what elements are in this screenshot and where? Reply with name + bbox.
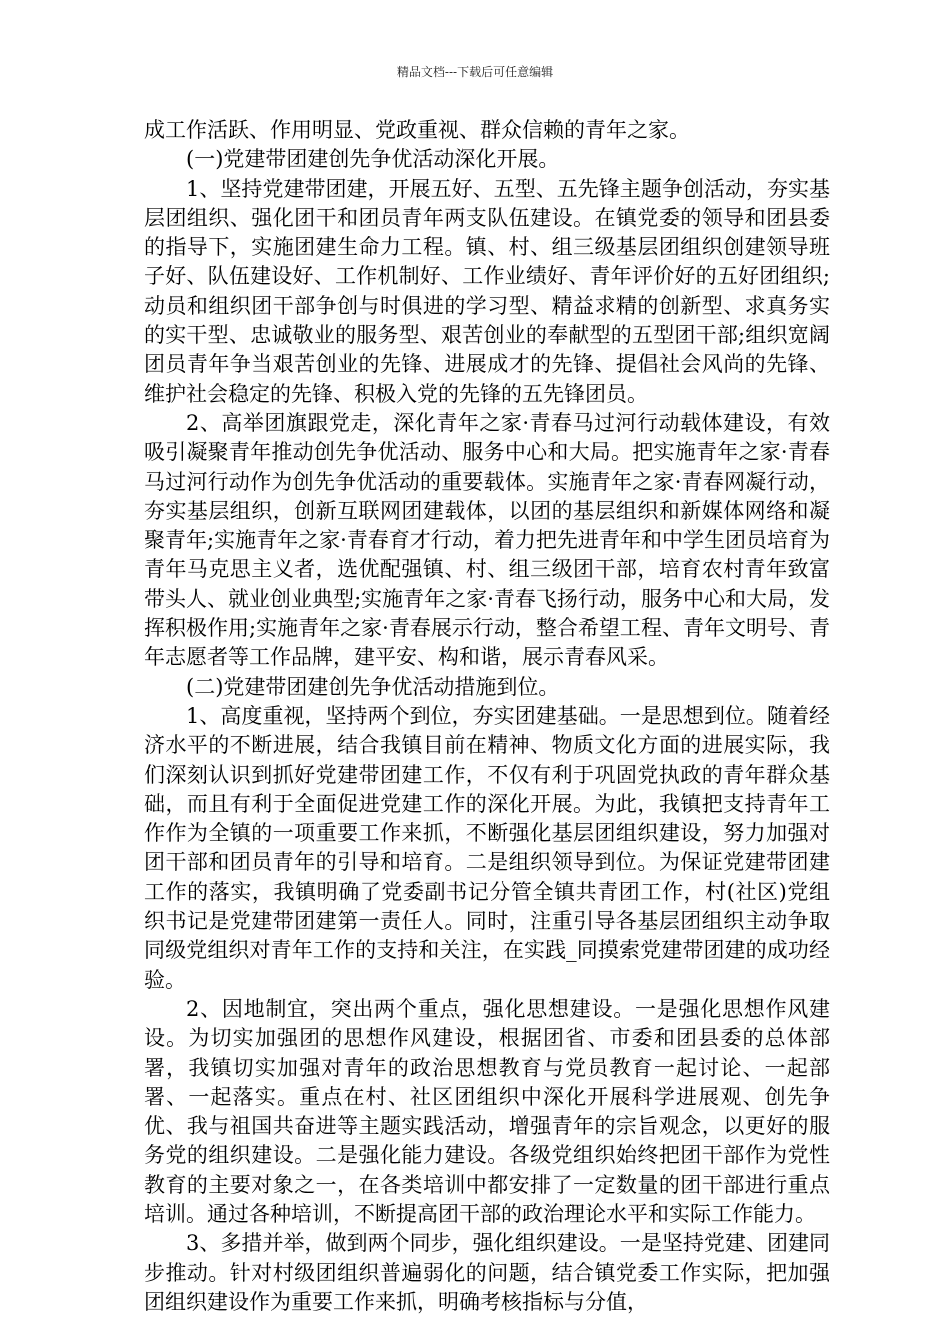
page-header: 精品文档---下载后可任意编辑	[396, 65, 554, 79]
document-body	[144, 116, 830, 1317]
paragraph: 3、多措并举，做到两个同步，强化组织建设。一是坚持党建、团建同步推动。针对村级团组织普遍弱化的问题，结合镇党委工作实际，把加强团组织建设作为重要工作来抓，明确考核指标与分值，	[144, 1231, 830, 1314]
paragraph: 2、高举团旗跟党走，深化青年之家·青春马过河行动载体建设，有效吸引凝聚青年推动创先争优活动、服务中心和大局。把实施青年之家·青春马过河行动作为创先争优活动的重要载体。实施青年之家·青春网凝行动，夯实基层组织，创新互联网团建载体，以团的基层组织和新媒体网络和凝聚青年;实施青年之家·青春育才行动，着力把先进青年和中学生团员培育为青年马克思主义者，选优配强镇、村、组三级团干部，培育农村青年致富带头人、就业创业典型;实施青年之家·青春飞扬行动，服务中心和大局，发挥积极作用;实施青年之家·青春展示行动，整合希望工程、青年文明号、青年志愿者等工作品牌，建平安、构和谐，展示青春风采。	[144, 410, 830, 670]
section-heading: (一)党建带团建创先争优活动深化开展。	[186, 147, 560, 172]
paragraph: 1、坚持党建带团建，开展五好、五型、五先锋主题争创活动，夯实基层团组织、强化团干和团员青年两支队伍建设。在镇党委的领导和团县委的指导下，实施团建生命力工程。镇、村、组三级基层团组织创建领导班子好、队伍建设好、工作机制好、工作业绩好、青年评价好的五好团组织;动员和组织团干部争创与时俱进的学习型、精益求精的创新型、求真务实的实干型、忠诚敬业的服务型、艰苦创业的奉献型的五型团干部;组织宽阔团员青年争当艰苦创业的先锋、进展成才的先锋、提倡社会风尚的先锋、维护社会稳定的先锋、积极入党的先锋的五先锋团员。	[144, 176, 830, 406]
section-heading: (二)党建带团建创先争优活动措施到位。	[186, 674, 560, 699]
paragraph: 成工作活跃、作用明显、党政重视、群众信赖的青年之家。	[144, 118, 690, 142]
paragraph: 1、高度重视，坚持两个到位，夯实团建基础。一是思想到位。随着经济水平的不断进展，结合我镇目前在精神、物质文化方面的进展实际，我们深刻认识到抓好党建带团建工作，不仅有利于巩固党执政的青年群众基础，而且有利于全面促进党建工作的深化开展。为此，我镇把支持青年工作作为全镇的一项重要工作来抓，不断强化基层团组织建设，努力加强对团干部和团员青年的引导和培育。二是组织领导到位。为保证党建带团建工作的落实，我镇明确了党委副书记分管全镇共青团工作，村(社区)党组织书记是党建带团建第一责任人。同时，注重引导各基层团组织主动争取同级党组织对青年工作的支持和关注，在实践_同摸索党建带团建的成功经验。	[144, 703, 830, 992]
paragraph: 2、因地制宜，突出两个重点，强化思想建设。一是强化思想作风建设。为切实加强团的思想作风建设，根据团省、市委和团县委的总体部署，我镇切实加强对青年的政治思想教育与党员教育一起讨论、一起部署、一起落实。重点在村、社区团组织中深化开展科学进展观、创先争优、我与祖国共奋进等主题实践活动，增强青年的宗旨观念，以更好的服务党的组织建设。二是强化能力建设。各级党组织始终把团干部作为党性教育的主要对象之一，在各类培训中都安排了一定数量的团干部进行重点培训。通过各种培训，不断提高团干部的政治理论水平和实际工作能力。	[144, 996, 830, 1226]
